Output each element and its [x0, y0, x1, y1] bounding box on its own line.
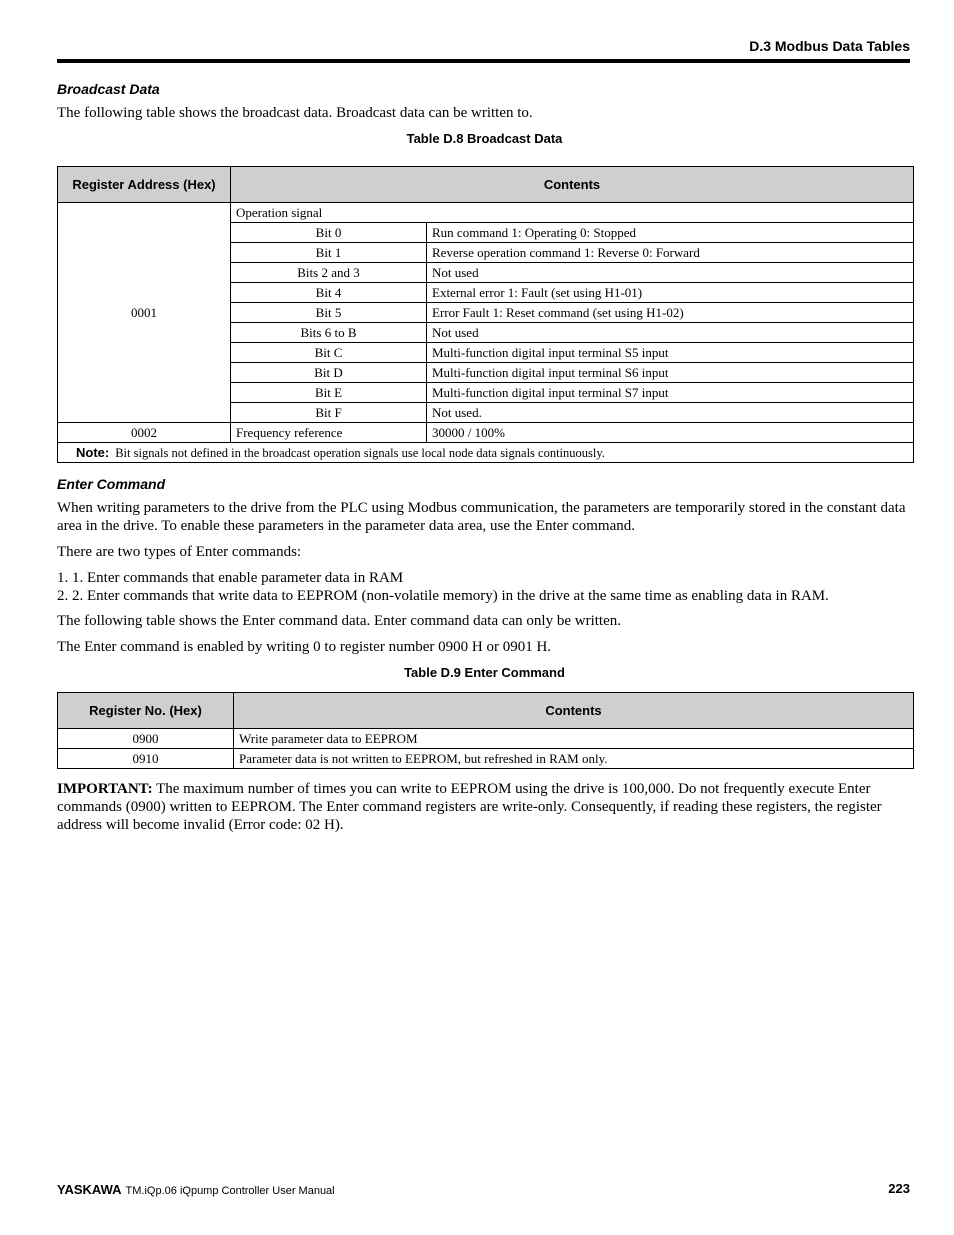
bit-cell: Bit D: [231, 363, 427, 383]
bit-cell: Bit 1: [231, 243, 427, 263]
brand-name: YASKAWA: [57, 1182, 122, 1197]
table-d8-caption: Table D.8 Broadcast Data: [406, 131, 563, 146]
bit-cell: Bit C: [231, 343, 427, 363]
bit-description-cell: Not used: [427, 263, 914, 283]
manual-title: TM.iQp.06 iQpump Controller User Manual: [125, 1185, 335, 1197]
bit-description-cell: Run command 1: Operating 0: Stopped: [427, 223, 914, 243]
header-rule: [57, 59, 910, 63]
contents-cell: Parameter data is not written to EEPROM, but refreshed in RAM only.: [234, 749, 914, 769]
bit-description-cell: Not used.: [427, 403, 914, 423]
important-notice: [57, 780, 912, 834]
bit-description-cell: External error 1: Fault (set using H1-01): [427, 283, 914, 303]
column-header-contents: Contents: [231, 167, 914, 203]
list-item: 1. 1. Enter commands that enable parameter data in RAM: [57, 570, 404, 586]
note-cell: [58, 443, 914, 463]
bit-cell: Bits 6 to B: [231, 323, 427, 343]
register-cell: 0910: [58, 749, 234, 769]
table-header-row: [58, 167, 914, 203]
bit-cell: Bits 2 and 3: [231, 263, 427, 283]
table-row: [58, 203, 914, 223]
column-header-register: Register Address (Hex): [58, 167, 231, 203]
section-title: D.3 Modbus Data Tables: [749, 38, 910, 54]
broadcast-heading: Broadcast Data: [57, 81, 160, 97]
list-item: 2. 2. Enter commands that write data to EEPROM (non-volatile memory) in the drive at the same time as enabling data in RAM.: [57, 588, 829, 604]
enter-para-2: There are two types of Enter commands:: [57, 544, 302, 560]
table-row: [58, 729, 914, 749]
frequency-label-cell: Frequency reference: [231, 423, 427, 443]
bit-cell: Bit F: [231, 403, 427, 423]
broadcast-table: [57, 166, 914, 463]
enter-para-1: When writing parameters to the drive from the PLC using Modbus communication, the parameters are temporarily stored in the constant data area in the drive. To enable these parameters in the parameter data area, use the Enter command.: [57, 500, 906, 534]
table-row: [58, 423, 914, 443]
register-cell: 0001: [58, 203, 231, 423]
bit-description-cell: Multi-function digital input terminal S6 input: [427, 363, 914, 383]
bit-cell: Bit 5: [231, 303, 427, 323]
enter-para-4: The Enter command is enabled by writing 0 to register number 0900 H or 0901 H.: [57, 639, 552, 655]
enter-types-list: [57, 569, 829, 605]
register-cell: 0002: [58, 423, 231, 443]
bit-description-cell: Reverse operation command 1: Reverse 0: Forward: [427, 243, 914, 263]
enter-para-3: The following table shows the Enter command data. Enter command data can only be written.: [57, 613, 621, 629]
broadcast-intro: The following table shows the broadcast data. Broadcast data can be written to.: [57, 105, 533, 121]
bit-cell: Bit E: [231, 383, 427, 403]
enter-heading: Enter Command: [57, 476, 166, 492]
note-label: Note:: [76, 444, 110, 460]
bit-description-cell: Not used: [427, 323, 914, 343]
important-text: The maximum number of times you can write to EEPROM using the drive is 100,000. Do not frequently execute Enter commands (0900) written to EEPROM. The Enter command registers are write-only. Consequently, if reading these registers, the register address will become invalid (Error code: 02 H).: [57, 781, 882, 833]
bit-cell: Bit 4: [231, 283, 427, 303]
note-row: [58, 443, 914, 463]
page-number: 223: [888, 1181, 910, 1196]
bit-description-cell: Multi-function digital input terminal S5 input: [427, 343, 914, 363]
register-cell: 0900: [58, 729, 234, 749]
table-d9-caption: Table D.9 Enter Command: [404, 665, 565, 680]
column-header-register: Register No. (Hex): [58, 693, 234, 729]
important-label: IMPORTANT:: [57, 781, 153, 797]
bit-cell: Bit 0: [231, 223, 427, 243]
bit-description-cell: Error Fault 1: Reset command (set using H1-02): [427, 303, 914, 323]
table-row: [58, 749, 914, 769]
column-header-contents: Contents: [234, 693, 914, 729]
page-header: [57, 38, 910, 64]
bit-description-cell: Multi-function digital input terminal S7 input: [427, 383, 914, 403]
page-footer: [57, 1181, 910, 1199]
enter-command-table: [57, 692, 914, 769]
operation-signal-cell: Operation signal: [231, 203, 914, 223]
contents-cell: Write parameter data to EEPROM: [234, 729, 914, 749]
table-header-row: [58, 693, 914, 729]
frequency-value-cell: 30000 / 100%: [427, 423, 914, 443]
note-text: Bit signals not defined in the broadcast operation signals use local node data signals continuously.: [115, 445, 605, 460]
